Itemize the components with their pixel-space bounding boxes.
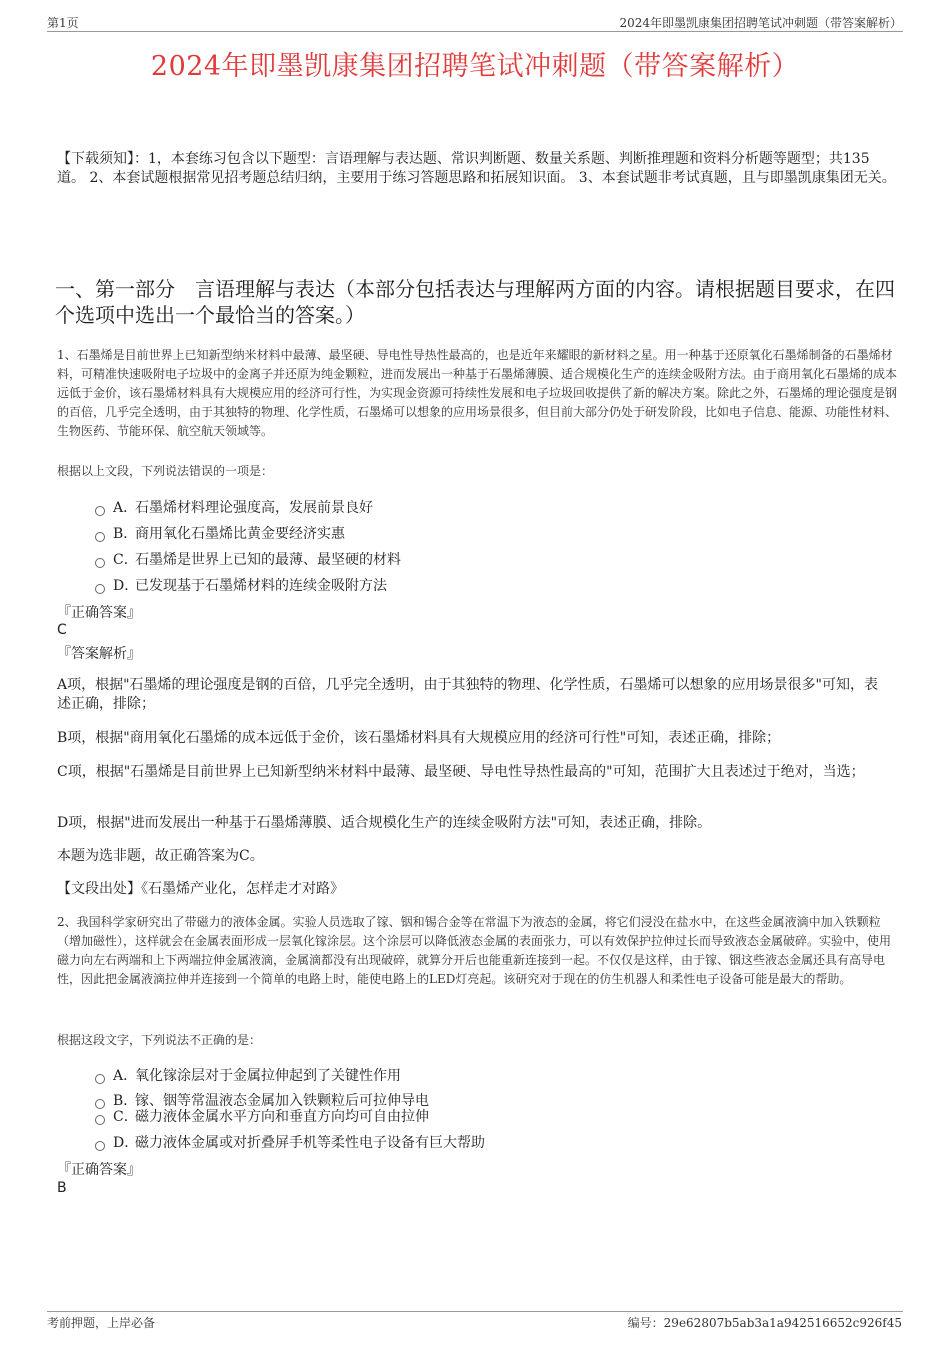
option-letter: B． <box>113 1093 138 1109</box>
document-title: 2024年即墨凯康集团招聘笔试冲刺题（带答案解析） <box>150 51 800 82</box>
q2-option-a[interactable] <box>95 1065 875 1085</box>
download-notice: 【下载须知】：1，本套练习包含以下题型：言语理解与表达题、常识判断题、数量关系题、判断推理题和资料分析题等题型；共135道。 2、本套试题根据常见招考题总结归纳，主要用于练习答题思路和拓展知识面。 3、本套试题非考试真题，且与即墨凯康集团无关。 <box>57 151 896 186</box>
footer-slogan: 考前押题，上岸必备 <box>47 1316 156 1330</box>
radio-icon[interactable] <box>95 584 105 594</box>
radio-icon[interactable] <box>95 558 105 568</box>
option-letter: A． <box>113 500 138 516</box>
option-text: 石墨烯是世界上已知的最薄、最坚硬的材料 <box>135 552 401 568</box>
option-text: 镓、铟等常温液态金属加入铁颗粒后可拉伸导电 <box>135 1093 429 1109</box>
option-letter: C． <box>113 552 138 568</box>
section-heading: 一、第一部分 言语理解与表达（本部分包括表达与理解两方面的内容。请根据题目要求，在四个选项中选出一个最恰当的答案。） <box>55 277 895 327</box>
option-letter: C． <box>113 1109 138 1125</box>
option-text: 磁力液体金属或对折叠屏手机等柔性电子设备有巨大帮助 <box>135 1135 485 1151</box>
option-letter: D． <box>113 1135 139 1151</box>
q2-option-c[interactable] <box>95 1106 875 1126</box>
q2-passage: 2、我国科学家研究出了带磁力的液体金属。实验人员选取了镓、铟和锡合金等在常温下为液态的金属，将它们浸没在盐水中，在这些金属液滴中加入铁颗粒（增加磁性），这样就会在金属表面形成一层氧化镓涂层。这个涂层可以降低液态金属的表面张力，可以有效保护拉伸过长而导致液态金属破碎。实验中，使用磁力向左右两端和上下两端拉伸金属液滴，金属滴都没有出现破碎，就算分开后也能重新连接到一起。不仅仅是这样，由于镓、铟这些液态金属还具有高导电性，因此把金属液滴拉伸并连接到一个简单的电路上时，能使电路上的LED灯亮起。该研究对于现在的仿生机器人和柔性电子设备可能是最大的帮助。 <box>57 915 892 986</box>
q2-option-d[interactable] <box>95 1132 875 1152</box>
q1-source: 【文段出处】《石墨烯产业化，怎样走才对路》 <box>57 881 344 897</box>
q1-option-d[interactable] <box>95 575 875 595</box>
radio-icon[interactable] <box>95 1074 105 1084</box>
q2-question: 根据这段文字，下列说法不正确的是： <box>57 1033 262 1047</box>
radio-icon[interactable] <box>95 506 105 516</box>
radio-icon[interactable] <box>95 1115 105 1125</box>
footer-divider <box>47 1311 903 1312</box>
q1-option-b[interactable] <box>95 523 875 543</box>
option-text: 石墨烯材料理论强度高，发展前景良好 <box>135 500 373 516</box>
q1-analysis-d: D项，根据"进而发展出一种基于石墨烯薄膜、适合规模化生产的连续金吸附方法"可知，表述正确，排除。 <box>57 815 712 831</box>
q1-question: 根据以上文段，下列说法错误的一项是： <box>57 464 274 478</box>
radio-icon[interactable] <box>95 532 105 542</box>
q1-analysis-c: C项，根据"石墨烯是目前世界上已知新型纳米材料中最薄、最坚硬、导电性导热性最高的"可知，范围扩大且表述过于绝对，当选； <box>57 764 865 780</box>
q1-passage: 1、石墨烯是目前世界上已知新型纳米材料中最薄、最坚硬、导电性导热性最高的，也是近年来耀眼的新材料之星。用一种基于还原氧化石墨烯制备的石墨烯材料，可精准快速吸附电子垃圾中的金离子并还原为纯金颗粒，进而发展出一种基于石墨烯薄膜、适合规模化生产的连续金吸附方法。由于商用氧化石墨烯的成本远低于金价，该石墨烯材料具有大规模应用的经济可行性，为实现金资源可持续性发展和电子垃圾回收提供了新的解决方案。除此之外，石墨烯的理论强度是钢的百倍，几乎完全透明，由于其独特的物理、化学性质，石墨烯可以想象的应用场景很多，但目前大部分仍处于研发阶段，比如电子信息、能源、功能性材料、生物医药、节能环保、航空航天领域等。 <box>57 348 898 438</box>
q1-answer-label: 『正确答案』 <box>57 605 141 621</box>
option-text: 商用氧化石墨烯比黄金要经济实惠 <box>135 526 345 542</box>
header-doc-title: 2024年即墨凯康集团招聘笔试冲刺题（带答案解析） <box>619 16 902 30</box>
q1-option-a[interactable] <box>95 497 875 517</box>
radio-icon[interactable] <box>95 1141 105 1151</box>
q1-conclusion: 本题为选非题，故正确答案为C。 <box>57 848 264 864</box>
q2-answer: B <box>57 1180 67 1196</box>
option-letter: D． <box>113 578 139 594</box>
page-number: 第1页 <box>47 16 79 30</box>
q2-answer-label: 『正确答案』 <box>57 1162 141 1178</box>
footer-serial: 编号：29e62807b5ab3a1a942516652c926f45 <box>627 1316 902 1330</box>
option-text: 磁力液体金属水平方向和垂直方向均可自由拉伸 <box>135 1109 429 1125</box>
option-text: 已发现基于石墨烯材料的连续金吸附方法 <box>135 578 387 594</box>
q1-analysis-a: A项，根据"石墨烯的理论强度是钢的百倍，几乎完全透明，由于其独特的物理、化学性质，石墨烯可以想象的应用场景很多"可知，表述正确，排除； <box>57 677 878 712</box>
q1-answer: C <box>57 622 67 638</box>
q1-option-c[interactable] <box>95 549 875 569</box>
option-letter: A． <box>113 1068 138 1084</box>
option-text: 氧化镓涂层对于金属拉伸起到了关键性作用 <box>135 1068 401 1084</box>
option-letter: B． <box>113 526 138 542</box>
q1-analysis-b: B项，根据"商用氧化石墨烯的成本远低于金价，该石墨烯材料具有大规模应用的经济可行性"可知，表述正确，排除； <box>57 730 781 746</box>
q1-analysis-label: 『答案解析』 <box>57 646 141 662</box>
header-divider <box>47 31 903 32</box>
